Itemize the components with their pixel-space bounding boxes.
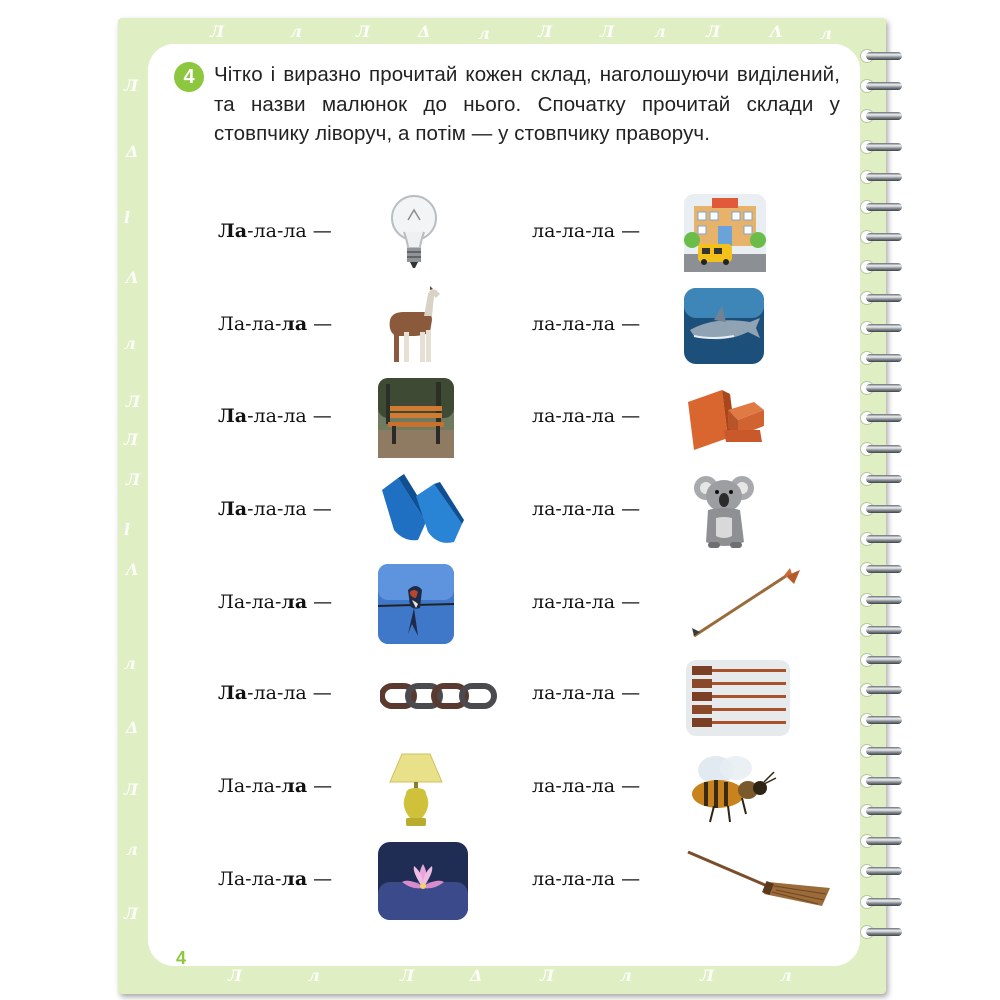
task-instruction: Чітко і виразно прочитай кожен склад, наголошуючи виділений, та назви малюнок до нього. Спочатку прочитай склади у стовпчику ліворуч, а потім — у стовпчику праворуч. <box>214 63 840 145</box>
spiral-ring <box>858 469 902 491</box>
ring-wire <box>866 294 902 302</box>
spiral-ring <box>858 801 902 823</box>
bench-picture <box>378 378 454 458</box>
syllable-line-right-7: ла-ла-ла — <box>532 775 641 797</box>
spiral-ring <box>858 831 902 853</box>
syllable-line-right-3: ла-ла-ла — <box>532 405 641 427</box>
spiral-ring <box>858 680 902 702</box>
spiral-binding <box>858 40 908 980</box>
ring-wire <box>866 837 902 845</box>
bee-picture <box>684 750 778 830</box>
swallow-picture <box>378 564 454 644</box>
spiral-ring <box>858 167 902 189</box>
syllable-line-right-1: ла-ла-ла — <box>532 220 641 242</box>
ring-wire <box>866 686 902 694</box>
chain-picture <box>380 674 498 718</box>
syllable-line-left-7: Ла-ла-ла — <box>218 775 333 797</box>
ring-wire <box>866 414 902 422</box>
syllable-line-left-2: Ла-ла-ла — <box>218 313 333 335</box>
syllable-line-left-8: Ла-ла-ла — <box>218 868 333 890</box>
ring-wire <box>866 505 902 513</box>
spiral-ring <box>858 137 902 159</box>
lightbulb-picture <box>388 192 440 272</box>
ring-wire <box>866 656 902 664</box>
spiral-ring <box>858 408 902 430</box>
bricks-picture <box>684 380 768 454</box>
spiral-ring <box>858 922 902 944</box>
spiral-ring <box>858 529 902 551</box>
ring-wire <box>866 384 902 392</box>
koala-picture <box>692 470 758 552</box>
ring-wire <box>866 867 902 875</box>
flippers-picture <box>378 470 466 550</box>
school-picture <box>684 194 766 272</box>
ring-wire <box>866 233 902 241</box>
syllable-line-right-8: ла-ла-ла — <box>532 868 641 890</box>
ring-wire <box>866 475 902 483</box>
spiral-ring <box>858 559 902 581</box>
spiral-ring <box>858 861 902 883</box>
spiral-ring <box>858 620 902 642</box>
ring-wire <box>866 928 902 936</box>
spiral-ring <box>858 76 902 98</box>
ring-wire <box>866 263 902 271</box>
syllable-line-left-6: Ла-ла-ла — <box>218 682 332 704</box>
syllable-line-left-3: Ла-ла-ла — <box>218 405 332 427</box>
syllable-line-left-4: Ла-ла-ла — <box>218 498 332 520</box>
spiral-ring <box>858 710 902 732</box>
spiral-ring <box>858 892 902 914</box>
ring-wire <box>866 565 902 573</box>
spiral-ring <box>858 378 902 400</box>
syllable-line-right-5: ла-ла-ла — <box>532 591 641 613</box>
ring-wire <box>866 354 902 362</box>
spiral-ring <box>858 257 902 279</box>
spiral-ring <box>858 348 902 370</box>
ring-wire <box>866 324 902 332</box>
ring-wire <box>866 626 902 634</box>
ring-wire <box>866 203 902 211</box>
ring-wire <box>866 535 902 543</box>
ring-wire <box>866 596 902 604</box>
spiral-ring <box>858 741 902 763</box>
syllable-line-left-5: Ла-ла-ла — <box>218 591 333 613</box>
ring-wire <box>866 777 902 785</box>
ring-wire <box>866 82 902 90</box>
syllable-line-left-1: Ла-ла-ла — <box>218 220 332 242</box>
broom-picture <box>684 848 834 910</box>
lamp-picture <box>386 750 446 830</box>
ring-wire <box>866 807 902 815</box>
syllable-line-right-6: ла-ла-ла — <box>532 682 641 704</box>
llama-picture <box>384 286 444 366</box>
shark-picture <box>684 288 764 364</box>
arrow-picture <box>686 566 804 642</box>
spiral-ring <box>858 46 902 68</box>
ring-wire <box>866 898 902 906</box>
ring-wire <box>866 52 902 60</box>
syllable-line-right-2: ла-ла-ла — <box>532 313 641 335</box>
spiral-ring <box>858 439 902 461</box>
page-number: 4 <box>176 948 187 968</box>
spiral-ring <box>858 288 902 310</box>
oars-picture <box>686 660 790 736</box>
spiral-ring <box>858 197 902 219</box>
spiral-ring <box>858 771 902 793</box>
syllable-line-right-4: ла-ла-ла — <box>532 498 641 520</box>
spiral-ring <box>858 590 902 612</box>
ring-wire <box>866 747 902 755</box>
ring-wire <box>866 112 902 120</box>
water-lily-picture <box>378 842 468 920</box>
task-number-badge: 4 <box>174 62 204 92</box>
ring-wire <box>866 445 902 453</box>
ring-wire <box>866 716 902 724</box>
spiral-ring <box>858 650 902 672</box>
spiral-ring <box>858 106 902 128</box>
ring-wire <box>866 143 902 151</box>
spiral-ring <box>858 499 902 521</box>
ring-wire <box>866 173 902 181</box>
spiral-ring <box>858 227 902 249</box>
spiral-ring <box>858 318 902 340</box>
